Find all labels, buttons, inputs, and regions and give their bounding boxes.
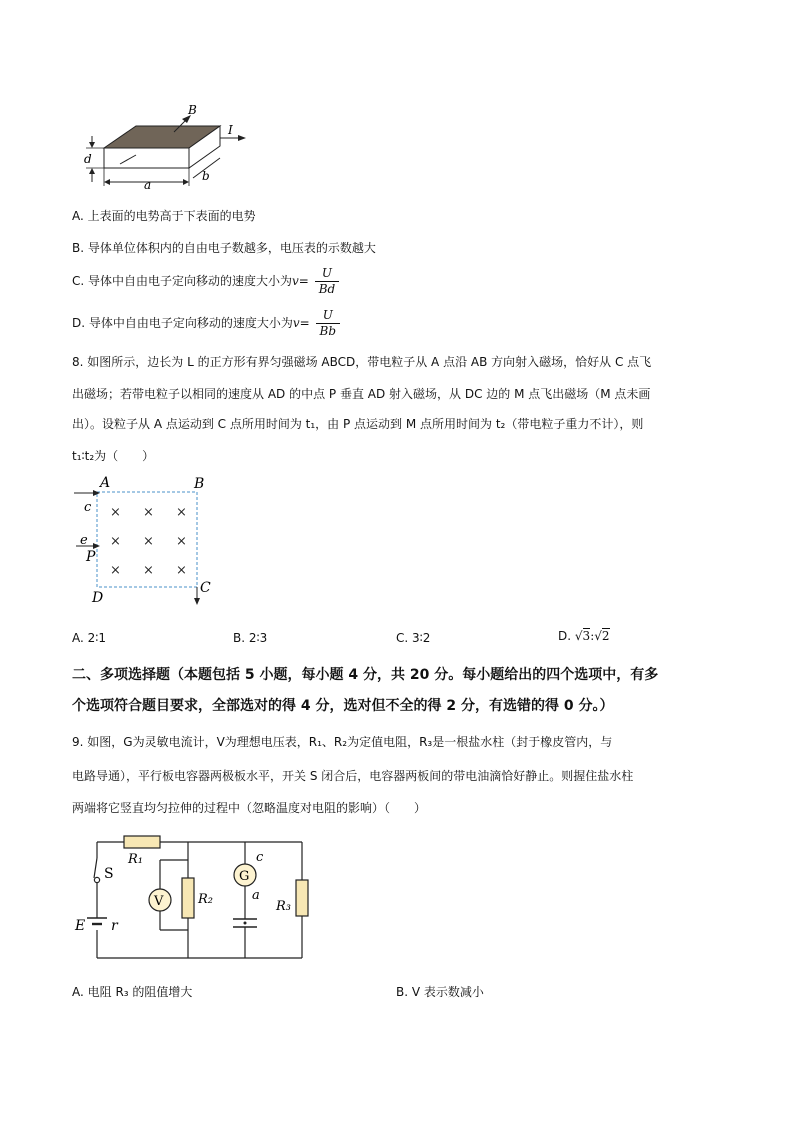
r3-label: R₃ [276, 899, 291, 914]
field-cross: × [176, 505, 187, 520]
switch-label: S [104, 866, 114, 882]
emf-label: E [75, 918, 86, 934]
q8-option-c: C. 3∶2 [396, 631, 431, 645]
particle-c-label: c [84, 500, 92, 515]
corner-a-label: A [100, 475, 111, 491]
field-cross: × [143, 563, 154, 578]
sqrt-icon: √ [594, 629, 602, 643]
section-2-heading-line-1: 二、多项选择题（本题包括 5 小题，每小题 4 分，共 20 分。每小题给出的四个选项中，有多 [72, 667, 659, 683]
q9-option-a: A. 电阻 R₃ 的阻值增大 [72, 985, 193, 999]
field-cross: × [110, 563, 121, 578]
q7-option-d-text: D. 导体中自由电子定向移动的速度大小为 [72, 316, 293, 330]
q8-option-d-radicand-1: 3 [582, 629, 591, 643]
q8-stem-line-3: 出）。设粒子从 A 点运动到 C 点所用时间为 t₁，由 P 点运动到 M 点所用时间为 t₂（带电粒子重力不计），则 [72, 417, 644, 431]
galvanometer-label: G [239, 869, 250, 884]
voltmeter-label: V [154, 894, 164, 909]
q7-option-d [72, 308, 340, 339]
label-a: a [144, 178, 152, 192]
q8-option-d-label: D. [558, 629, 572, 643]
corner-c-label: C [200, 580, 211, 596]
q7-option-c-text: C. 导体中自由电子定向移动的速度大小为 [72, 274, 293, 288]
section-2-heading-line-2: 个选项符合题目要求，全部选对的得 4 分，选对但不全的得 2 分，有选错的得 0 分。） [72, 698, 614, 714]
q8-option-d-radicand-2: 2 [601, 629, 610, 643]
q8-stem-line-2: 出磁场；若带电粒子以相同的速度从 AD 的中点 P 垂直 AD 射入磁场，从 DC 边的 M 点飞出磁场（M 点未画 [72, 387, 651, 401]
q7-option-c [72, 266, 339, 297]
field-cross: × [143, 505, 154, 520]
label-d: d [84, 152, 92, 166]
oil-droplet [244, 922, 247, 925]
q9-stem-line-3: 两端将它竖直均匀拉伸的过程中（忽略温度对电阻的影响）（ ） [72, 801, 427, 815]
q7-option-c-v: v [292, 274, 299, 288]
q7-option-d-numerator: U [316, 308, 341, 324]
field-cross: × [176, 563, 187, 578]
particle-e-label: e [80, 533, 88, 548]
q7-option-c-fraction [315, 266, 340, 297]
q8-option-d [558, 628, 610, 644]
field-cross: × [110, 505, 121, 520]
q9-option-b: B. V 表示数减小 [396, 985, 484, 999]
field-cross: × [110, 534, 121, 549]
r2-label: R₂ [198, 892, 213, 907]
q7-option-c-eq: = [298, 274, 309, 288]
q7-option-b: B. 导体单位体积内的自由电子数越多，电压表的示数越大 [72, 241, 376, 255]
hall-effect-figure [76, 100, 256, 192]
label-b-field: B [188, 103, 197, 117]
circuit-figure [72, 830, 322, 968]
q7-option-d-eq: = [299, 316, 310, 330]
point-a-label: a [252, 888, 260, 903]
q7-option-d-denominator: Bb [319, 324, 337, 338]
q8-option-d-sep: : [590, 629, 595, 643]
magnetic-field-figure [70, 474, 220, 606]
q8-stem-line-4: t₁∶t₂为（ ） [72, 449, 155, 463]
q7-option-c-denominator: Bd [318, 282, 336, 296]
q8-option-a: A. 2∶1 [72, 631, 107, 645]
q7-option-d-fraction [316, 308, 341, 339]
q8-option-b: B. 2∶3 [233, 631, 268, 645]
field-cross: × [176, 534, 187, 549]
field-cross: × [143, 534, 154, 549]
q7-option-a: A. 上表面的电势高于下表面的电势 [72, 209, 256, 223]
q7-option-c-numerator: U [315, 266, 340, 282]
r1-label: R₁ [128, 852, 143, 867]
label-b: b [202, 169, 210, 183]
corner-b-label: B [194, 476, 205, 492]
point-p-label: P [86, 549, 96, 565]
corner-d-label: D [92, 590, 104, 606]
sqrt-icon: √ [574, 629, 583, 643]
q9-stem-line-2: 电路导通），平行板电容器两极板水平，开关 S 闭合后，电容器两板间的带电油滴恰好静止。则握住盐水柱 [72, 769, 634, 783]
q8-stem-line-1: 8. 如图所示，边长为 L 的正方形有界匀强磁场 ABCD，带电粒子从 A 点沿 AB 方向射入磁场，恰好从 C 点飞 [72, 355, 652, 369]
point-c-label: c [256, 850, 264, 865]
internal-r-label: r [111, 918, 118, 934]
q7-option-d-v: v [292, 316, 300, 330]
label-current: I [228, 123, 233, 137]
q9-stem-line-1: 9. 如图，G为灵敏电流计，V为理想电压表，R₁、R₂为定值电阻，R₃是一根盐水柱（封于橡皮管内，与 [72, 735, 613, 749]
